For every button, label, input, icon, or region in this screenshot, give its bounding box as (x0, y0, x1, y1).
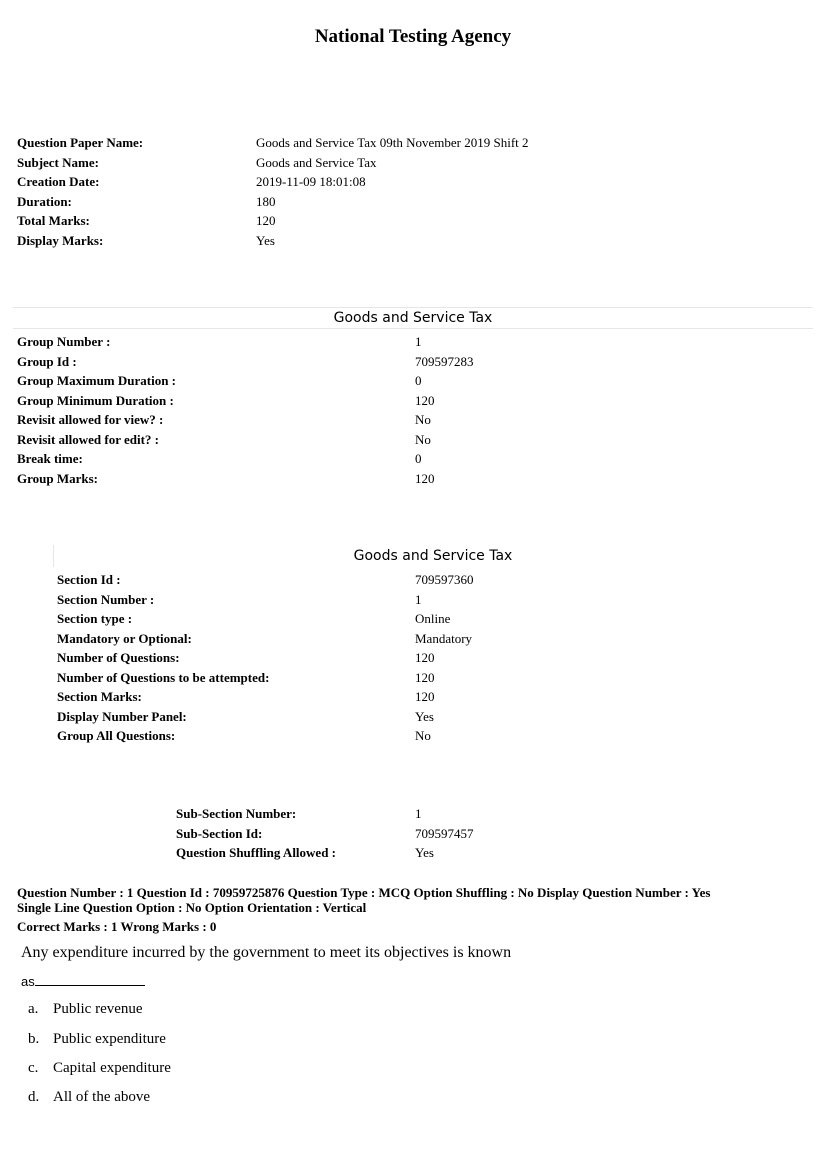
section-label: Section Number : (57, 591, 155, 607)
info-value: 120 (256, 213, 276, 228)
subsection-row (176, 824, 616, 844)
group-row (17, 332, 617, 352)
group-label: Break time: (17, 451, 83, 466)
section-label: Number of Questions: (57, 650, 180, 665)
group-label: Group Number : (17, 334, 111, 349)
option-text: Public revenue (53, 1001, 143, 1017)
page-title: National Testing Agency (314, 26, 512, 47)
subsection-info-table (176, 804, 616, 863)
group-row (17, 430, 617, 450)
section-row (57, 668, 617, 688)
section-value: No (415, 728, 431, 743)
group-row (17, 449, 617, 469)
paper-info-row (17, 211, 717, 231)
question-meta-line1: Question Number : 1 Question Id : 70959725876 Question Type : MCQ Option Shuffling : No Display Question Number : Yes (17, 885, 711, 900)
section-value: 1 (415, 591, 422, 607)
option-d[interactable] (28, 1089, 150, 1106)
section-label: Mandatory or Optional: (57, 630, 192, 646)
info-label: Question Paper Name: (17, 135, 144, 150)
section-value: 709597360 (415, 572, 474, 587)
section-row (57, 590, 617, 610)
section-row (57, 609, 617, 629)
group-label: Group Marks: (17, 470, 99, 486)
question-marks-line: Correct Marks : 1 Wrong Marks : 0 (17, 919, 217, 934)
section-label: Display Number Panel: (57, 708, 187, 724)
group-box-top-line (13, 307, 813, 308)
option-text: Capital expenditure (53, 1060, 171, 1076)
section-info-table (57, 570, 617, 746)
info-value: 2019-11-09 18:01:08 (256, 174, 366, 189)
subsection-label: Question Shuffling Allowed : (176, 845, 337, 860)
group-label: Group Maximum Duration : (17, 373, 177, 388)
group-label: Group Minimum Duration : (17, 392, 174, 408)
group-value: 1 (415, 334, 422, 349)
section-value: Mandatory (415, 630, 473, 646)
section-value: Online (415, 611, 451, 626)
group-row (17, 391, 617, 411)
group-row (17, 371, 617, 391)
section-value: 120 (415, 669, 435, 685)
group-box-bottom-line (13, 328, 813, 329)
info-label: Duration: (17, 193, 72, 209)
paper-info-row (17, 153, 717, 173)
subsection-label: Sub-Section Id: (176, 825, 263, 841)
paper-info-row (17, 172, 717, 192)
section-value: 120 (415, 689, 435, 704)
option-c[interactable] (28, 1060, 171, 1077)
info-value: Goods and Service Tax (256, 154, 377, 170)
paper-info-row (17, 231, 717, 251)
section-row (57, 687, 617, 707)
info-label: Display Marks: (17, 232, 104, 248)
section-value: Yes (415, 708, 434, 724)
info-label: Total Marks: (17, 213, 90, 228)
group-label: Group Id : (17, 353, 77, 369)
paper-info-table (17, 133, 717, 250)
subsection-row (176, 843, 616, 863)
info-value: 180 (256, 193, 276, 209)
subsection-value: 1 (415, 806, 422, 821)
section-row (57, 726, 617, 746)
option-b[interactable] (28, 1031, 166, 1048)
paper-info-row (17, 133, 717, 153)
group-value: 709597283 (415, 353, 474, 369)
section-title: Goods and Service Tax (353, 548, 513, 564)
group-value: No (415, 431, 431, 447)
section-row (57, 648, 617, 668)
answer-blank (35, 973, 145, 986)
question-meta (17, 886, 807, 935)
info-label: Creation Date: (17, 174, 100, 189)
group-value: 0 (415, 451, 422, 466)
subsection-value: Yes (415, 845, 434, 860)
group-label: Revisit allowed for view? : (17, 412, 164, 427)
group-row (17, 410, 617, 430)
subsection-value: 709597457 (415, 825, 474, 841)
subsection-row (176, 804, 616, 824)
section-label: Section Id : (57, 572, 121, 587)
section-value: 120 (415, 650, 435, 665)
info-value: Yes (256, 232, 275, 248)
option-letter: c. (28, 1060, 39, 1076)
question-text-cont: as (21, 974, 35, 989)
section-label: Number of Questions to be attempted: (57, 669, 270, 685)
section-row (57, 707, 617, 727)
subsection-label: Sub-Section Number: (176, 806, 297, 821)
group-value: 120 (415, 470, 435, 486)
question-text-continuation (21, 973, 145, 989)
section-row (57, 570, 617, 590)
group-row (17, 352, 617, 372)
group-label: Revisit allowed for edit? : (17, 431, 160, 447)
question-text: Any expenditure incurred by the government to meet its objectives is known (21, 944, 512, 961)
section-label: Group All Questions: (57, 728, 176, 743)
option-a[interactable] (28, 1001, 143, 1018)
option-letter: b. (28, 1031, 40, 1047)
option-text: All of the above (53, 1089, 151, 1105)
section-row (57, 629, 617, 649)
option-letter: d. (28, 1089, 40, 1105)
section-label: Section type : (57, 611, 133, 626)
group-value: No (415, 412, 431, 427)
section-label: Section Marks: (57, 689, 142, 704)
paper-info-row (17, 192, 717, 212)
option-letter: a. (28, 1001, 39, 1017)
group-row (17, 469, 617, 489)
info-value: Goods and Service Tax 09th November 2019 Shift 2 (256, 135, 529, 150)
group-info-table (17, 332, 617, 488)
group-title: Goods and Service Tax (333, 310, 493, 326)
group-value: 0 (415, 373, 422, 388)
info-label: Subject Name: (17, 154, 99, 170)
group-value: 120 (415, 392, 435, 408)
option-text: Public expenditure (53, 1031, 166, 1047)
question-meta-line2: Single Line Question Option : No Option Orientation : Vertical (17, 899, 367, 915)
